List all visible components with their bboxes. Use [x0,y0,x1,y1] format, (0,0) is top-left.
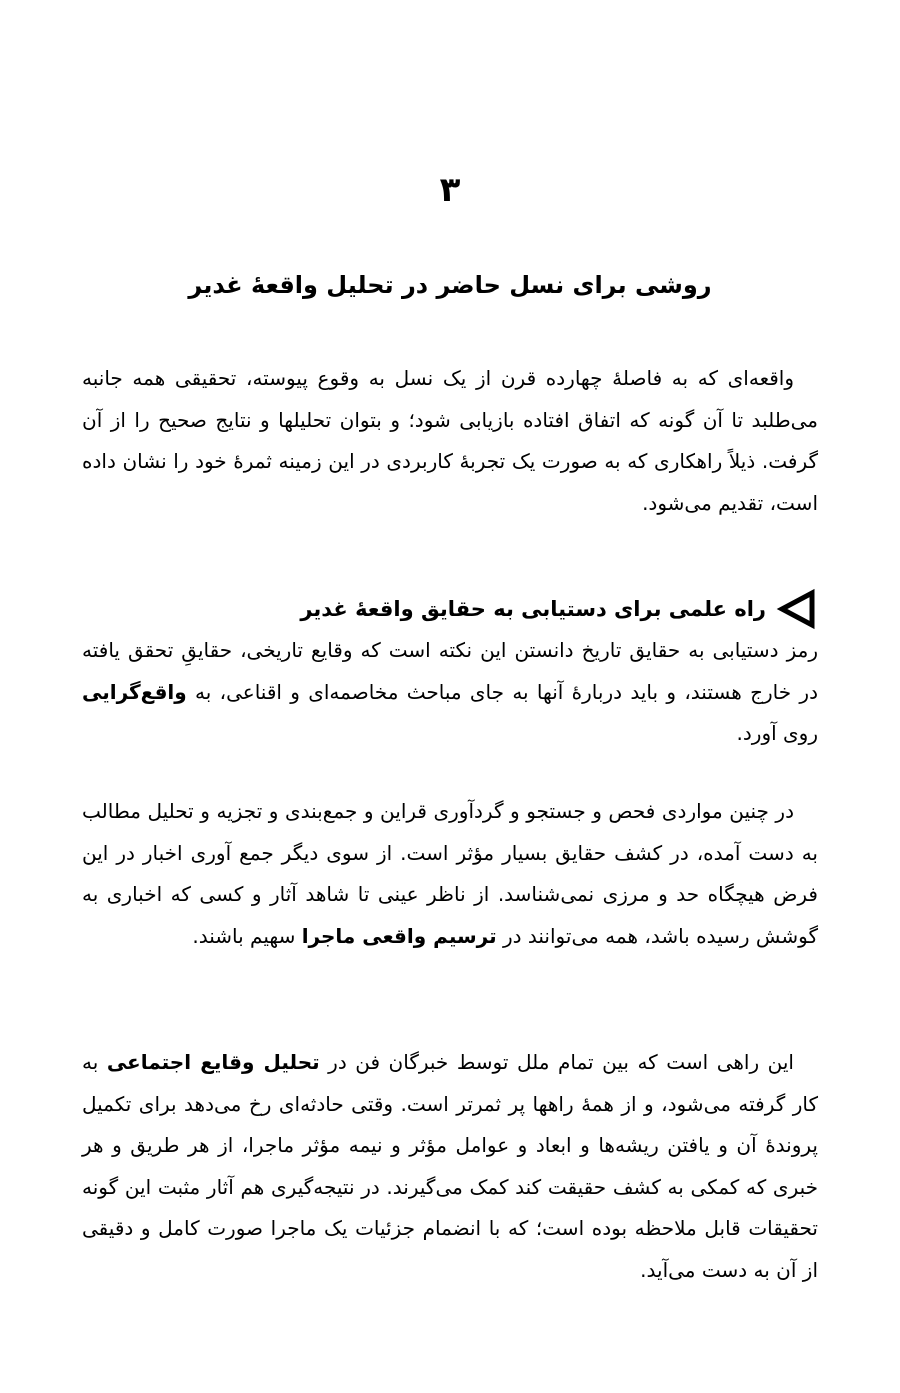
intro-paragraph: واقعه‌ای که به فاصلهٔ چهارده قرن از یک نسل به وقوع پیوسته، تحقیقی همه جانبه می‌طلبد تا آن گونه که اتفاق افتاده بازیابی شود؛ و بتوان تحلیلها و نتایج صحیح را از آن گرفت. ذیلاً راهکاری که به صورت یک تجربهٔ کاربردی در این زمینه ثمرهٔ خود را نشان داده است، تقدیم می‌شود. [82,366,818,515]
paragraph-text: رمز دستیابی به حقایق تاریخ دانستن این نکته است که وقایع تاریخی، حقایقِ تحقق یافته در خارج هستند، و باید دربارهٔ آنها به جای مباحث مخاصمه‌ای و اقناعی، به [82,638,818,704]
paragraph-text: سهیم باشند. [192,923,302,948]
section-heading-row [82,586,818,632]
emphasis-text: تحلیل وقایع اجتماعی [106,1050,320,1074]
paragraph-realism [82,630,818,755]
emphasis-text: واقع‌گرایی [82,679,187,704]
chapter-title: روشی برای نسل حاضر در تحلیل واقعهٔ غدیر [188,271,712,299]
emphasis-text: ترسیم واقعی ماجرا [301,923,497,948]
paragraph-text: این راهی است که بین تمام ملل توسط خبرگان فن در [319,1050,794,1074]
paragraph-method [82,1042,818,1291]
paragraph-research [82,791,818,957]
section-heading: راه علمی برای دستیابی به حقایق واقعهٔ غدیر [300,597,766,621]
triangle-pointer-icon [776,588,818,630]
paragraph-text: در چنین مواردی فحص و جستجو و گردآوری قراین و جمع‌بندی و تجزیه و تحلیل مطالب به دست آمده، در کشف حقایق بسیار مؤثر است. از سوی دیگر جمع آوری اخبار در این فرض هیچگاه حد و مرزی نمی‌شناسد. از ناظر عینی تا شاهد آثار و کسی که اخباری به گوشش رسیده باشد، همه می‌توانند در [82,799,818,948]
paragraph-text: به کار گرفته می‌شود، و از همهٔ راهها پر ثمرتر است. وقتی حادثه‌ای رخ می‌دهد برای تکمیل پروندهٔ آن و یافتن ریشه‌ها و ابعاد و عوامل مؤثر و نیمه مؤثر ماجرا، از هر طریق و هر خبری که کمکی به کشف حقیقت کند کمک می‌گیرند. در نتیجه‌گیری هم آثار مثبت این گونه تحقیقات قابل ملاحظه بوده است؛ که با انضمام جزئیات یک ماجرا صورت کامل و دقیقی از آن به دست می‌آید. [82,1050,818,1282]
chapter-number: ۳ [439,170,461,210]
paragraph-text: روی آورد. [736,721,818,745]
